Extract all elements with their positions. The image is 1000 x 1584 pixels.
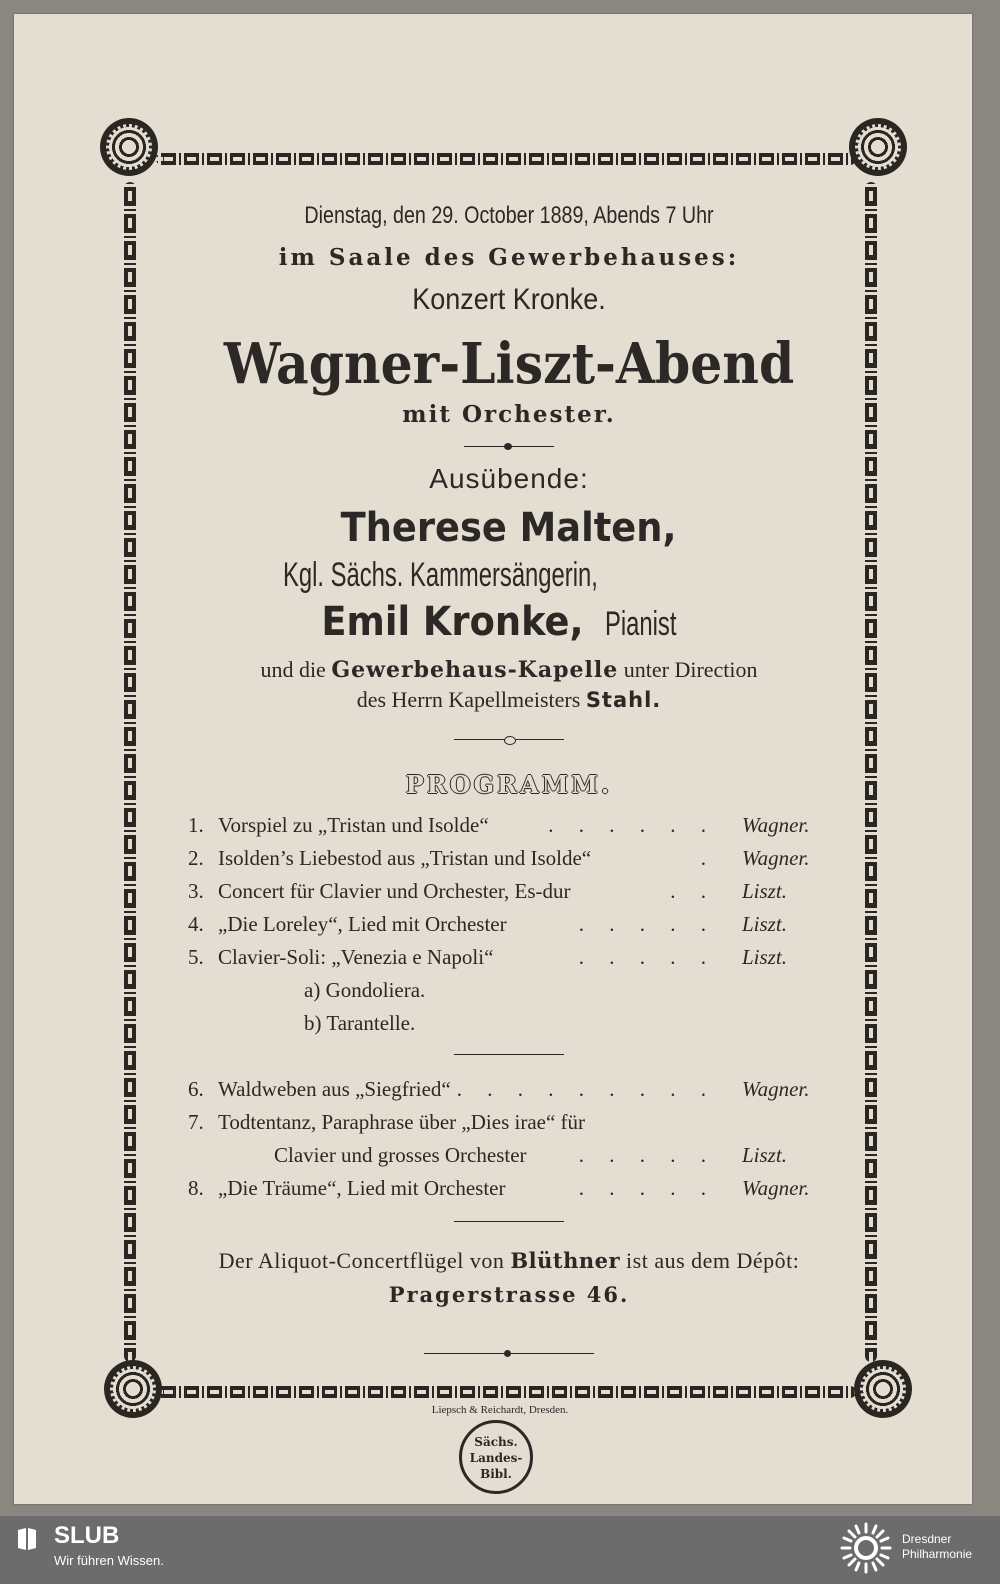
poster-title: Wagner-Liszt-Abend (223, 331, 795, 397)
item-number: 2. (188, 846, 204, 870)
item-title: „Die Loreley“, Lied mit Orchester (218, 912, 507, 936)
orchestra-suffix: unter Direction (623, 657, 758, 682)
rosette-top-left (100, 118, 158, 176)
border-bottom-chain (156, 1386, 856, 1398)
border-top-chain (156, 153, 856, 165)
programme-item-continuation (174, 1139, 844, 1172)
sub-item-title: a) Gondoliera. (304, 978, 426, 1002)
slub-book-icon[interactable] (16, 1526, 38, 1552)
stamp-line-3: Bibl. (480, 1467, 512, 1481)
printer-imprint: Liepsch & Reichardt, Dresden. (431, 1404, 569, 1416)
conductor-prefix: des Herrn Kapellmeisters (356, 687, 581, 712)
conductor-line (174, 687, 844, 713)
item-leader-dots: . . . . . (578, 945, 716, 969)
item-composer: Wagner. (742, 813, 810, 837)
programme-item (174, 875, 844, 908)
philharmonie-name[interactable] (902, 1532, 972, 1562)
philharmonie-name-line-1: Dresdner (902, 1532, 952, 1546)
item-leader-dots: . . . . . (578, 1143, 716, 1167)
item-composer: Liszt. (742, 912, 787, 936)
programme-item (174, 842, 844, 875)
slub-tagline: Wir führen Wissen. (54, 1553, 164, 1568)
item-number: 3. (188, 879, 204, 903)
programme-divider (454, 1054, 564, 1055)
item-composer: Wagner. (742, 846, 810, 870)
library-stamp (459, 1420, 533, 1494)
stamp-line-1: Sächs. (474, 1435, 518, 1449)
programme-list (174, 809, 844, 1205)
programme-item (174, 1106, 844, 1139)
philharmonie-name-line-2: Philharmonie (902, 1547, 973, 1561)
divider-ornament (424, 1353, 594, 1354)
orchestra-prefix: und die (260, 657, 326, 682)
philharmonie-sunburst-icon[interactable] (840, 1522, 892, 1574)
item-title: Clavier und grosses Orchester (274, 1143, 527, 1167)
rosette-top-right (849, 118, 907, 176)
divider-line (454, 1221, 564, 1222)
item-leader-dots: . (700, 846, 716, 870)
item-number: 6. (188, 1077, 204, 1101)
programme-sub-item (174, 974, 844, 1007)
item-number: 5. (188, 945, 204, 969)
performer-1-name: Therese Malten, (341, 505, 677, 551)
performer-2-title: Pianist (605, 605, 677, 643)
item-composer: Wagner. (742, 1176, 810, 1200)
border-right-chain (865, 182, 877, 1362)
orchestra-line (174, 657, 844, 683)
poster-content (174, 194, 844, 1354)
performers-heading: Ausübende: (429, 463, 589, 494)
programme-item (174, 1172, 844, 1205)
performer-2-name: Emil Kronke, (321, 599, 584, 645)
programme-item (174, 1073, 844, 1106)
item-composer: Liszt. (742, 1143, 787, 1167)
sub-item-title: b) Tarantelle. (304, 1011, 416, 1035)
item-composer: Liszt. (742, 879, 787, 903)
depot-address: Pragerstrasse 46. (388, 1282, 630, 1307)
poster-sheet (14, 14, 972, 1504)
piano-prefix: Der Aliquot-Concertflügel von (218, 1248, 505, 1273)
divider-ornament (464, 446, 554, 447)
performer-1 (174, 505, 844, 595)
border-left-chain (124, 182, 136, 1362)
conductor-name: Stahl. (585, 688, 662, 712)
item-leader-dots: . . . . . (578, 912, 716, 936)
programme-sub-item (174, 1007, 844, 1040)
item-title: Concert für Clavier und Orchester, Es-dur (218, 879, 571, 903)
item-leader-dots: . . . . . . (548, 813, 716, 837)
concert-line: Konzert Kronke. (412, 283, 606, 316)
footer-bar (0, 1516, 1000, 1584)
item-composer: Wagner. (742, 1077, 810, 1101)
item-number: 1. (188, 813, 204, 837)
poster-subtitle: mit Orchester. (402, 401, 616, 428)
piano-brand: Blüthner (510, 1248, 621, 1273)
piano-suffix: ist aus dem Dépôt: (626, 1248, 800, 1273)
item-title: Waldweben aus „Siegfried“ (218, 1077, 451, 1101)
slub-name[interactable]: SLUB (54, 1522, 120, 1549)
item-leader-dots: . . . . . . . . . (456, 1077, 716, 1101)
item-title: Isolden’s Liebestod aus „Tristan und Isolde“ (218, 846, 592, 870)
programme-heading: PROGRAMM. (405, 770, 613, 799)
item-composer: Liszt. (742, 945, 787, 969)
programme-item (174, 908, 844, 941)
orchestra-name: Gewerbehaus-Kapelle (331, 657, 619, 683)
item-number: 7. (188, 1110, 204, 1134)
item-title: Todtentanz, Paraphrase über „Dies irae“ für (218, 1110, 586, 1134)
performer-1-title: Kgl. Sächs. Kammersängerin, (283, 556, 598, 594)
performer-2 (174, 599, 844, 645)
item-number: 4. (188, 912, 204, 936)
programme-item (174, 809, 844, 842)
item-leader-dots: . . . . . (578, 1176, 716, 1200)
piano-notice (174, 1248, 844, 1274)
item-title: „Die Träume“, Lied mit Orchester (218, 1176, 506, 1200)
venue-line: im Saale des Gewerbehauses: (278, 244, 740, 271)
item-number: 8. (188, 1176, 204, 1200)
stamp-line-2: Landes- (469, 1451, 523, 1465)
date-line: Dienstag, den 29. October 1889, Abends 7 Uhr (304, 202, 714, 229)
divider-ornament (454, 739, 564, 740)
programme-item (174, 941, 844, 974)
item-leader-dots: . . (670, 879, 716, 903)
item-title: Vorspiel zu „Tristan und Isolde“ (218, 813, 489, 837)
item-title: Clavier-Soli: „Venezia e Napoli“ (218, 945, 494, 969)
